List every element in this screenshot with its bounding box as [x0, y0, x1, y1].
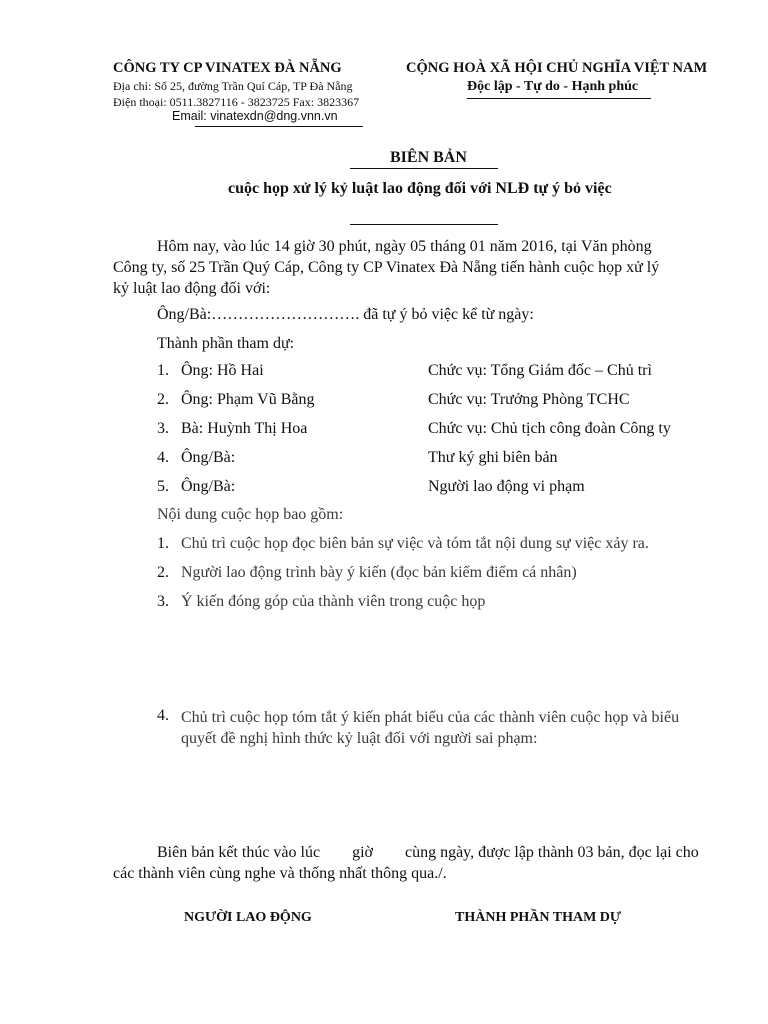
participant-num: 2. — [157, 391, 169, 408]
agenda-num: 1. — [157, 535, 169, 552]
agenda-item: Chủ trì cuộc họp đọc biên bản sự việc và tóm tắt nội dung sự việc xảy ra. — [181, 535, 649, 552]
participant-role: Người lao động vi phạm — [428, 478, 585, 495]
participant-role: Chức vụ: Trưởng Phòng TCHC — [428, 391, 630, 408]
title-underline — [350, 168, 498, 169]
national-title: CỘNG HOÀ XÃ HỘI CHỦ NGHĨA VIỆT NAM — [406, 60, 708, 76]
participant-num: 3. — [157, 420, 169, 437]
company-email: Email: vinatexdn@dng.vnn.vn — [172, 109, 338, 123]
motto-underline — [467, 98, 651, 99]
participant-role: Chức vụ: Chủ tịch công đoàn Công ty — [428, 420, 671, 437]
header-divider-left — [195, 126, 363, 127]
intro-paragraph: Hôm nay, vào lúc 14 giờ 30 phút, ngày 05 tháng 01 năm 2016, tại Văn phòng Công ty, số 25 Trần Quý Cáp, Công ty CP Vinatex Đà Nẵng tiến hành cuộc họp xử lý kỷ luật lao động đối với: — [113, 238, 660, 297]
participant-name: Ông/Bà: — [181, 449, 236, 466]
participant-name: Ông/Bà: — [181, 478, 236, 495]
agenda-item: Người lao động trình bày ý kiến (đọc bản kiểm điểm cá nhân) — [181, 564, 577, 581]
page-title: BIÊN BẢN — [390, 149, 467, 166]
signature-participants: THÀNH PHẦN THAM DỰ — [455, 910, 622, 925]
agenda-num: 4. — [157, 707, 169, 724]
subtitle-divider — [350, 224, 498, 225]
company-phone: Điện thoại: 0511.3827116 - 3823725 Fax: 3823367 — [113, 95, 360, 109]
signature-worker: NGƯỜI LAO ĐỘNG — [184, 910, 312, 925]
participants-heading: Thành phần tham dự: — [157, 335, 295, 352]
agenda-heading: Nội dung cuộc họp bao gồm: — [157, 506, 344, 523]
agenda-item: Chủ trì cuộc họp tóm tắt ý kiến phát biểu của các thành viên cuộc họp và biểu quyết đề nghị hình thức kỷ luật đối với người sai phạm: — [181, 709, 680, 747]
national-motto: Độc lập - Tự do - Hạnh phúc — [467, 79, 639, 94]
page-subtitle: cuộc họp xử lý kỷ luật lao động đối với NLĐ tự ý bỏ việc — [228, 180, 612, 197]
company-address: Địa chỉ: Số 25, đường Trần Quí Cáp, TP Đà Nẵng — [113, 79, 353, 93]
participant-name: Ông: Phạm Vũ Bằng — [181, 391, 315, 408]
company-name: CÔNG TY CP VINATEX ĐÀ NẴNG — [113, 60, 342, 76]
participant-name: Bà: Huỳnh Thị Hoa — [181, 420, 308, 437]
agenda-num: 2. — [157, 564, 169, 581]
participant-num: 1. — [157, 362, 169, 379]
participant-num: 5. — [157, 478, 169, 495]
participant-name: Ông: Hồ Hai — [181, 362, 264, 379]
agenda-item: Ý kiến đóng góp của thành viên trong cuộc họp — [181, 593, 486, 610]
participant-num: 4. — [157, 449, 169, 466]
participant-role: Chức vụ: Tổng Giám đốc – Chủ trì — [428, 362, 652, 379]
subject-line: Ông/Bà:………………………. đã tự ý bỏ việc kể từ ngày: — [157, 306, 534, 323]
closing-paragraph: Biên bản kết thúc vào lúc giờ cùng ngày, được lập thành 03 bản, đọc lại cho các thành viên cùng nghe và thống nhất thông qua./. — [113, 844, 703, 882]
participant-role: Thư ký ghi biên bản — [428, 449, 558, 466]
agenda-num: 3. — [157, 593, 169, 610]
